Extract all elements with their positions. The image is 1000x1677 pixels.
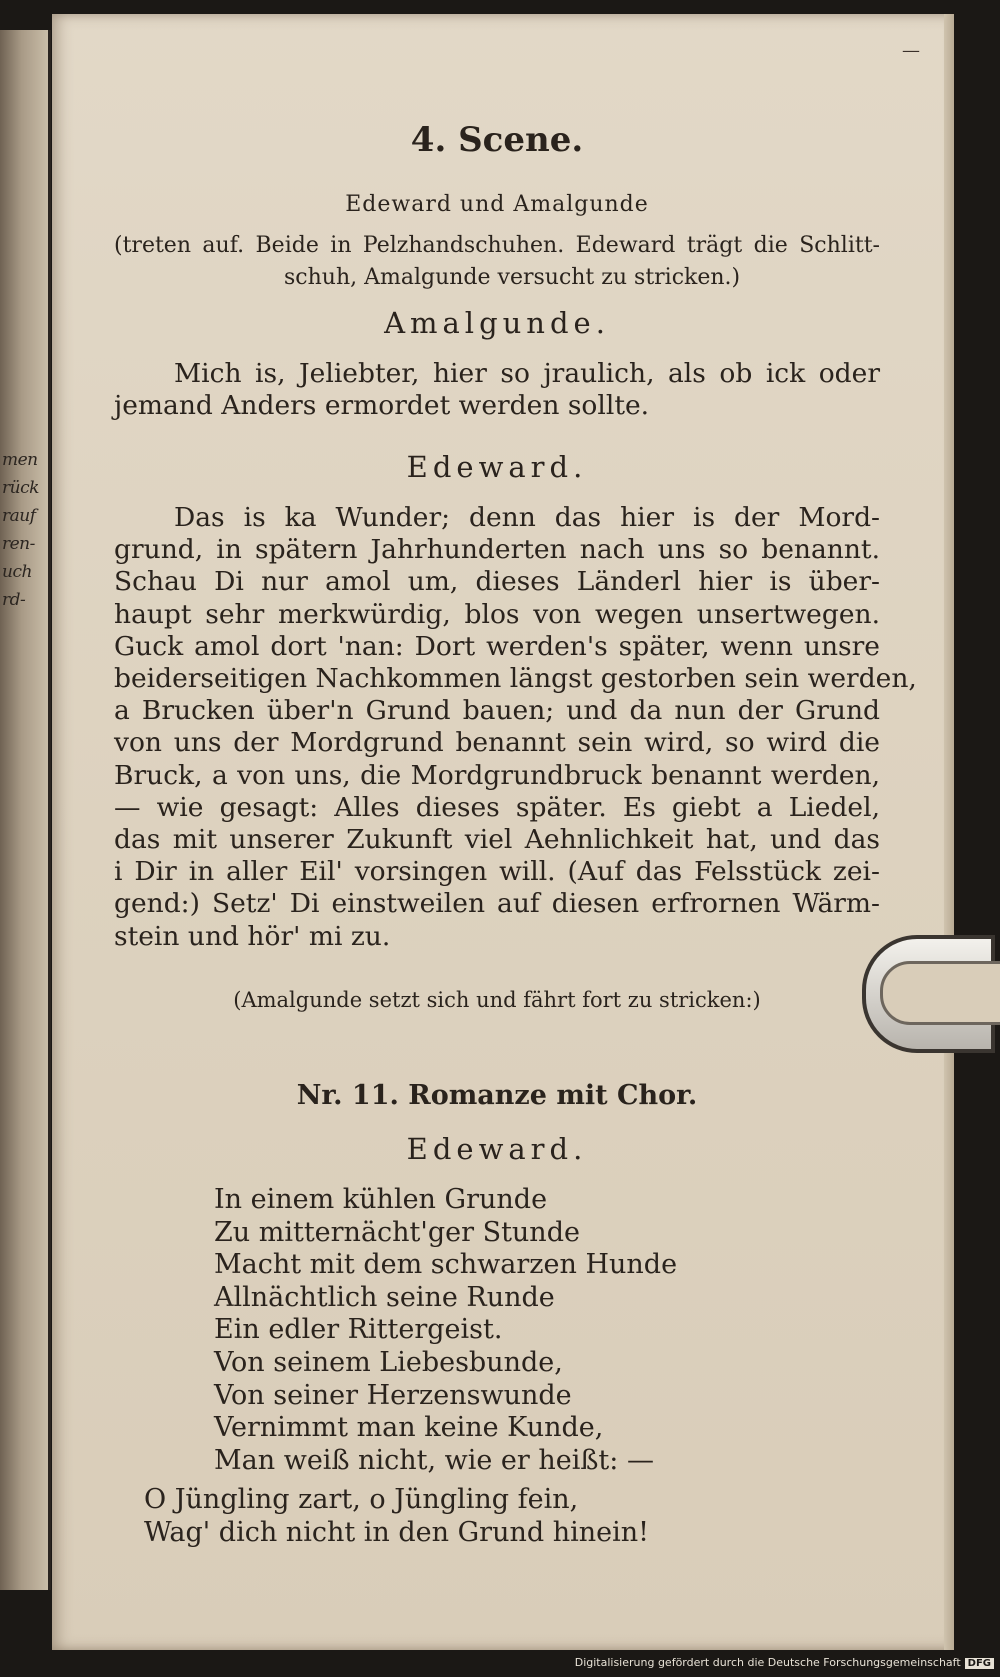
verse-line: Vernimmt man keine Kunde, [214, 1412, 604, 1444]
speaker-name: Edeward. [406, 450, 588, 484]
stage-direction [114, 230, 880, 294]
text-line: gend:) Setz' Di einstweilen auf diesen erfrornen Wärm- [114, 888, 880, 920]
text-line: Das is ka Wunder; denn das hier is der Mord- [174, 502, 880, 533]
margin-fragment: uch [2, 562, 32, 582]
text-line: von uns der Mordgrund benannt sein wird, so wird die [114, 727, 880, 759]
text-line: schuh, Amalgunde versucht zu stricken.) [284, 265, 741, 290]
verse-line: Man weiß nicht, wie er heißt: — [214, 1444, 654, 1476]
text-line: jemand Anders ermordet werden sollte. [114, 390, 650, 422]
text-line: Mich is, Jeliebter, hier so jraulich, als ob ick oder [174, 358, 880, 389]
text-line: stein und hör' mi zu. [114, 920, 391, 952]
text-line: (treten auf. Beide in Pelzhandschuhen. Edeward trägt die Schlitt- [114, 233, 880, 258]
margin-fragment: rauf [2, 506, 36, 526]
speech [114, 502, 917, 953]
scene-title: 4. Scene. [410, 120, 584, 160]
margin-fragment: men [2, 450, 38, 470]
footer-text: Digitalisierung gefördert durch die Deutsche Forschungsgemeinschaft [574, 1656, 961, 1669]
text-line: beiderseitigen Nachkommen längst gestorben sein werden, [114, 663, 917, 695]
number-title: Nr. 11. Romanze mit Chor. [296, 1080, 698, 1111]
stage-direction: (Amalgunde setzt sich und fährt fort zu stricken:) [233, 988, 761, 1012]
speaker-name: Edeward. [406, 1132, 588, 1166]
text-line: grund, in spätern Jahrhunderten nach uns so benannt. [114, 534, 880, 566]
song-refrain [144, 1484, 649, 1549]
song-stanza [214, 1184, 677, 1477]
text-line: Bruck, a von uns, die Mordgrundbruck benannt werden, [114, 759, 880, 791]
adjacent-left-page [0, 30, 51, 1590]
scene-cast: Edeward und Amalgunde [345, 192, 649, 217]
page-clip [862, 935, 995, 1053]
dfg-logo: DFG [965, 1658, 994, 1669]
text-line: das mit unserer Zukunft viel Aehnlichkeit hat, und das [114, 824, 880, 856]
page-clip-inner [880, 961, 1000, 1025]
verse-line: Zu mitternächt'ger Stunde [214, 1216, 580, 1248]
verse-line: Macht mit dem schwarzen Hunde [214, 1249, 678, 1281]
verse-line: Allnächtlich seine Runde [214, 1281, 555, 1313]
verse-line: In einem kühlen Grunde [214, 1184, 548, 1215]
verse-line: Von seinem Liebesbunde, [214, 1346, 563, 1378]
text-line: Guck amol dort 'nan: Dort werden's später, wenn unsre [114, 630, 880, 662]
text-line: a Brucken über'n Grund bauen; und da nun der Grund [114, 695, 880, 727]
verse-line: O Jüngling zart, o Jüngling fein, [144, 1484, 579, 1515]
text-line: — wie gesagt: Alles dieses später. Es giebt a Liedel, [114, 791, 880, 823]
margin-fragment: rück [2, 478, 39, 498]
verse-line: Von seiner Herzenswunde [214, 1379, 572, 1411]
text-line: i Dir in aller Eil' vorsingen will. (Auf das Felsstück zei- [114, 856, 880, 888]
speaker-name: Amalgunde. [384, 306, 610, 340]
book-page [52, 14, 954, 1650]
verse-line: Ein edler Rittergeist. [214, 1314, 503, 1346]
digitization-footer [575, 1656, 994, 1669]
verse-line: Wag' dich nicht in den Grund hinein! [144, 1516, 649, 1548]
text-line: haupt sehr merkwürdig, blos von wegen unsertwegen. [114, 598, 880, 630]
text-line: Schau Di nur amol um, dieses Länderl hier is über- [114, 566, 880, 598]
margin-fragment: ren- [2, 534, 35, 554]
speech [114, 358, 880, 422]
page-edge [944, 14, 954, 1650]
corner-mark: — [902, 40, 920, 61]
margin-fragment: rd- [2, 590, 26, 610]
